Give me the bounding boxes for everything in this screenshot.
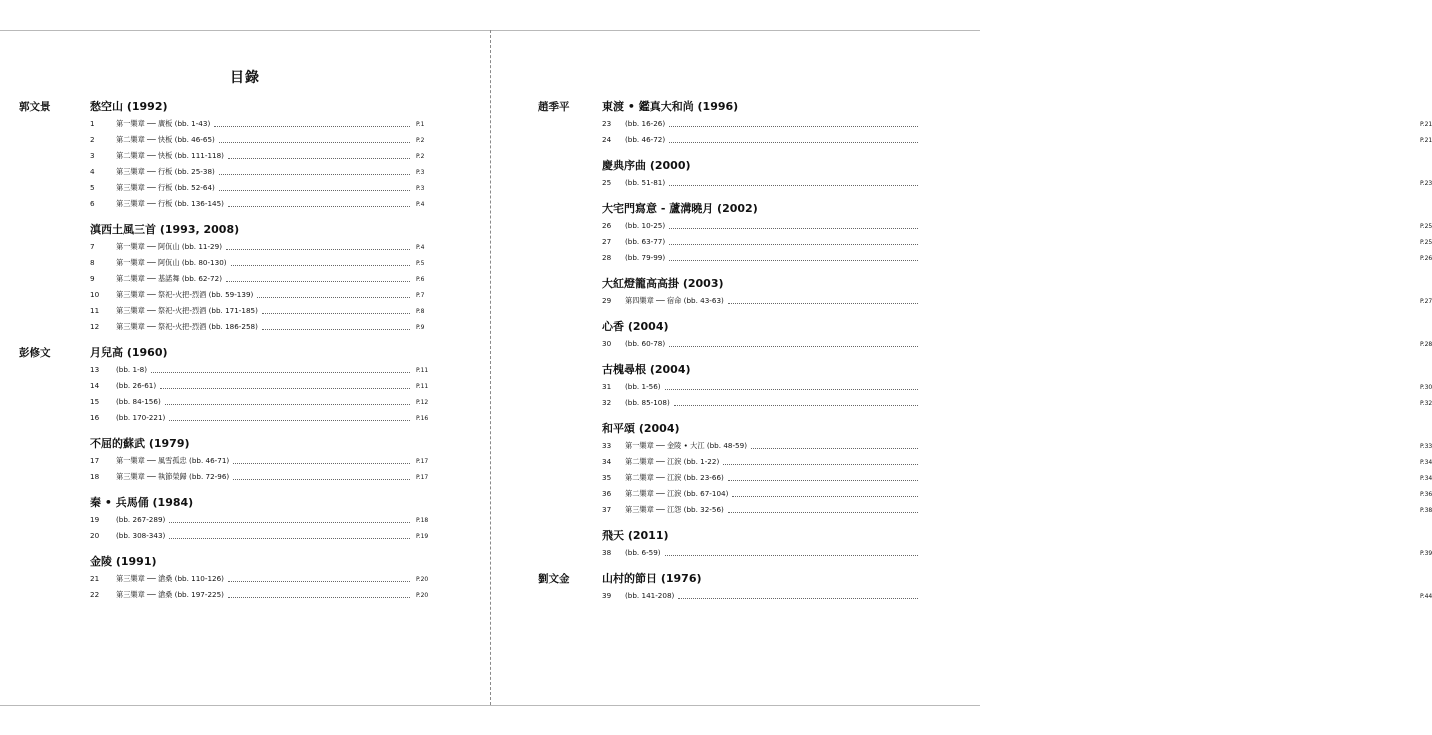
entry-number: 19	[90, 515, 100, 524]
toc-entry[interactable]	[0, 319, 490, 335]
entry-number: 22	[90, 590, 100, 599]
toc-entry[interactable]	[0, 271, 490, 287]
entry-page-number[interactable]: P.5	[416, 260, 425, 267]
entry-label: 第一樂章 ── 阿佤山 (bb. 80-130)	[116, 258, 227, 267]
entry-label: 第三樂章 ── 江怨 (bb. 32-56)	[625, 505, 724, 514]
entry-page-number[interactable]: P.30	[1420, 384, 1432, 391]
entry-number: 15	[90, 397, 100, 406]
dot-leader	[669, 260, 918, 261]
toc-entry[interactable]	[0, 410, 490, 426]
entry-page-number[interactable]: P.8	[416, 308, 425, 315]
right-page-column	[490, 99, 1432, 614]
entry-page-number[interactable]: P.34	[1420, 475, 1432, 482]
work-title: 不屈的蘇武 (1979)	[90, 437, 190, 450]
entry-number: 25	[602, 178, 612, 187]
entry-number: 34	[602, 457, 612, 466]
entry-page-number[interactable]: P.17	[416, 458, 429, 465]
entry-page-number[interactable]: P.28	[1420, 341, 1432, 348]
entry-label: (bb. 60-78)	[625, 339, 666, 348]
dot-leader	[665, 555, 918, 556]
entry-label: (bb. 51-81)	[625, 178, 666, 187]
toc-entry[interactable]	[0, 587, 490, 603]
entry-page-number[interactable]: P.21	[1420, 121, 1432, 128]
composer-name: 郭文景	[19, 101, 51, 113]
entry-page-number[interactable]: P.34	[1420, 459, 1432, 466]
entry-label: (bb. 79-99)	[625, 253, 666, 262]
work-section	[490, 319, 1432, 352]
entry-label: 第三樂章 ── 執節榮歸 (bb. 72-96)	[116, 472, 230, 481]
entry-number: 36	[602, 489, 612, 498]
entry-page-number[interactable]: P.32	[1420, 400, 1432, 407]
toc-entry[interactable]	[0, 180, 490, 196]
toc-entry[interactable]	[0, 453, 490, 469]
entry-label: 第一樂章 ── 阿佤山 (bb. 11-29)	[116, 242, 223, 251]
dot-leader	[751, 448, 918, 449]
entry-number: 4	[90, 167, 95, 176]
toc-entry[interactable]	[0, 378, 490, 394]
entry-label: (bb. 267-289)	[116, 515, 166, 524]
dot-leader	[669, 244, 918, 245]
composer-section	[490, 571, 1432, 604]
work-title: 東渡 • 鑑真大和尚 (1996)	[602, 100, 739, 113]
toc-entry[interactable]	[490, 250, 1432, 266]
entry-label: 第二樂章 ── 快板 (bb. 46-65)	[116, 135, 215, 144]
toc-entry[interactable]	[0, 196, 490, 212]
work-section	[0, 99, 490, 212]
entry-page-number[interactable]: P.33	[1420, 443, 1432, 450]
entry-label: (bb. 85-108)	[625, 398, 670, 407]
entry-number: 31	[602, 382, 612, 391]
work-section	[490, 528, 1432, 561]
dot-leader	[169, 538, 410, 539]
entry-label: 第三樂章 ── 祭祀-火把-烈酒 (bb. 171-185)	[116, 306, 258, 315]
dot-leader	[219, 174, 410, 175]
entry-label: (bb. 26-61)	[116, 381, 157, 390]
entry-number: 14	[90, 381, 100, 390]
dot-leader	[674, 405, 918, 406]
toc-entry[interactable]	[490, 502, 1432, 518]
entry-label: 第二樂章 ── 江淚 (bb. 23-66)	[625, 473, 724, 482]
dot-leader	[262, 313, 410, 314]
entry-number: 35	[602, 473, 612, 482]
entry-number: 37	[602, 505, 612, 514]
entry-number: 16	[90, 413, 100, 422]
entry-page-number[interactable]: P.44	[1420, 593, 1432, 600]
dot-leader	[228, 581, 410, 582]
work-section	[490, 362, 1432, 411]
entry-number: 32	[602, 398, 612, 407]
entry-page-number[interactable]: P.25	[1420, 223, 1432, 230]
toc-entry[interactable]	[0, 164, 490, 180]
entry-page-number[interactable]: P.3	[416, 185, 425, 192]
entry-page-number[interactable]: P.27	[1420, 298, 1432, 305]
entry-label: 第二樂章 ── 江淚 (bb. 67-104)	[625, 489, 729, 498]
entry-label: 第三樂章 ── 祭祀-火把-烈酒 (bb. 186-258)	[116, 322, 258, 331]
dot-leader	[228, 597, 410, 598]
entry-page-number[interactable]: P.3	[416, 169, 425, 176]
toc-entry[interactable]	[490, 454, 1432, 470]
entry-label: (bb. 1-56)	[625, 382, 661, 391]
toc-entry[interactable]	[0, 512, 490, 528]
work-title: 大紅燈籠高高掛 (2003)	[602, 277, 724, 290]
work-section	[0, 345, 490, 426]
entry-label: 第一樂章 ── 金陵 • 大江 (bb. 48-59)	[625, 441, 748, 450]
entry-label: (bb. 63-77)	[625, 237, 666, 246]
work-title: 愁空山 (1992)	[90, 100, 168, 113]
work-section	[490, 158, 1432, 191]
dot-leader	[219, 190, 410, 191]
entry-number: 7	[90, 242, 95, 251]
entry-number: 11	[90, 306, 100, 315]
dot-leader	[669, 126, 918, 127]
toc-entry[interactable]	[490, 234, 1432, 250]
dot-leader	[226, 281, 410, 282]
entry-number: 12	[90, 322, 100, 331]
composer-name: 劉文金	[538, 573, 570, 585]
dot-leader	[678, 598, 918, 599]
dot-leader	[160, 388, 410, 389]
dot-leader	[728, 512, 918, 513]
entry-label: 第一樂章 ── 廣板 (bb. 1-43)	[116, 119, 211, 128]
toc-entry[interactable]	[490, 175, 1432, 191]
work-section	[0, 222, 490, 335]
entry-label: (bb. 16-26)	[625, 119, 666, 128]
toc-entry[interactable]	[490, 379, 1432, 395]
entry-number: 24	[602, 135, 612, 144]
work-section	[490, 201, 1432, 266]
toc-entry[interactable]	[0, 469, 490, 485]
entry-page-number[interactable]: P.4	[416, 201, 425, 208]
composer-section	[0, 99, 490, 335]
entry-page-number[interactable]: P.39	[1420, 550, 1432, 557]
dot-leader	[169, 420, 410, 421]
toc-entry[interactable]	[0, 303, 490, 319]
entry-number: 29	[602, 296, 612, 305]
work-section	[0, 495, 490, 544]
work-title: 飛天 (2011)	[602, 529, 669, 542]
entry-number: 38	[602, 548, 612, 557]
dot-leader	[723, 464, 918, 465]
toc-entry[interactable]	[490, 293, 1432, 309]
dot-leader	[228, 158, 410, 159]
work-section	[0, 436, 490, 485]
toc-entry[interactable]	[0, 255, 490, 271]
page-title: 目錄	[230, 70, 260, 86]
dot-leader	[219, 142, 410, 143]
work-section	[490, 276, 1432, 309]
dot-leader	[262, 329, 410, 330]
entry-page-number[interactable]: P.36	[1420, 491, 1432, 498]
toc-entry[interactable]	[0, 528, 490, 544]
entry-label: 第一樂章 ── 風雪孤忠 (bb. 46-71)	[116, 456, 230, 465]
entry-label: 第三樂章 ── 滄桑 (bb. 110-126)	[116, 574, 224, 583]
dot-leader	[233, 479, 410, 480]
entry-page-number[interactable]: P.38	[1420, 507, 1432, 514]
entry-number: 23	[602, 119, 612, 128]
entry-label: 第三樂章 ── 滄桑 (bb. 197-225)	[116, 590, 224, 599]
entry-number: 26	[602, 221, 612, 230]
entry-label: 第三樂章 ── 行板 (bb. 136-145)	[116, 199, 224, 208]
entry-page-number[interactable]: P.6	[416, 276, 425, 283]
entry-page-number[interactable]: P.4	[416, 244, 425, 251]
dot-leader	[257, 297, 410, 298]
entry-number: 3	[90, 151, 95, 160]
dot-leader	[169, 522, 410, 523]
entry-label: 第三樂章 ── 祭祀-火把-烈酒 (bb. 59-139)	[116, 290, 254, 299]
toc-entry[interactable]	[0, 571, 490, 587]
entry-page-number[interactable]: P.26	[1420, 255, 1432, 262]
entry-label: (bb. 141-208)	[625, 591, 675, 600]
composer-section	[490, 99, 1432, 561]
entry-number: 20	[90, 531, 100, 540]
entry-number: 5	[90, 183, 95, 192]
work-title: 和平頌 (2004)	[602, 422, 680, 435]
toc-entry[interactable]	[0, 116, 490, 132]
entry-page-number[interactable]: P.20	[416, 576, 429, 583]
toc-entry[interactable]	[0, 239, 490, 255]
composer-name: 趙季平	[538, 101, 570, 113]
entry-label: (bb. 10-25)	[625, 221, 666, 230]
dot-leader	[669, 185, 918, 186]
dot-leader	[669, 228, 918, 229]
entry-page-number[interactable]: P.18	[416, 517, 429, 524]
toc-entry[interactable]	[490, 336, 1432, 352]
toc-entry[interactable]	[490, 218, 1432, 234]
work-title: 大宅門寫意 - 蘆溝曉月 (2002)	[602, 202, 758, 215]
work-title: 滇西土風三首 (1993, 2008)	[90, 223, 240, 236]
entry-label: 第三樂章 ── 行板 (bb. 25-38)	[116, 167, 215, 176]
entry-label: 第三樂章 ── 行板 (bb. 52-64)	[116, 183, 215, 192]
toc-entry[interactable]	[490, 588, 1432, 604]
entry-label: 第二樂章 ── 基諾舞 (bb. 62-72)	[116, 274, 223, 283]
toc-entry[interactable]	[0, 148, 490, 164]
toc-entry[interactable]	[490, 470, 1432, 486]
entry-number: 6	[90, 199, 95, 208]
entry-number: 33	[602, 441, 612, 450]
entry-page-number[interactable]: P.11	[416, 367, 429, 374]
work-title: 心香 (2004)	[602, 320, 669, 333]
entry-page-number[interactable]: P.20	[416, 592, 429, 599]
work-title: 秦 • 兵馬俑 (1984)	[90, 496, 194, 509]
entry-page-number[interactable]: P.2	[416, 153, 425, 160]
dot-leader	[228, 206, 410, 207]
entry-label: (bb. 308-343)	[116, 531, 166, 540]
work-section	[0, 554, 490, 603]
toc-entry[interactable]	[0, 362, 490, 378]
entry-number: 21	[90, 574, 100, 583]
entry-label: (bb. 6-59)	[625, 548, 661, 557]
composer-name: 彭修文	[19, 347, 51, 359]
bottom-rule	[0, 705, 980, 706]
entry-label: 第二樂章 ── 江淚 (bb. 1-22)	[625, 457, 720, 466]
entry-label: 第二樂章 ── 快板 (bb. 111-118)	[116, 151, 224, 160]
toc-entry[interactable]	[490, 486, 1432, 502]
dot-leader	[728, 480, 918, 481]
entry-number: 30	[602, 339, 612, 348]
entry-number: 9	[90, 274, 95, 283]
toc-entry[interactable]	[0, 394, 490, 410]
work-title: 山村的節日 (1976)	[602, 572, 702, 585]
entry-number: 18	[90, 472, 100, 481]
entry-number: 27	[602, 237, 612, 246]
work-section	[490, 421, 1432, 518]
entry-page-number[interactable]: P.17	[416, 474, 429, 481]
toc-entry[interactable]	[490, 438, 1432, 454]
entry-number: 10	[90, 290, 100, 299]
entry-number: 39	[602, 591, 612, 600]
toc-entry[interactable]	[0, 132, 490, 148]
dot-leader	[665, 389, 918, 390]
work-title: 慶典序曲 (2000)	[602, 159, 691, 172]
entry-page-number[interactable]: P.1	[416, 121, 425, 128]
left-page-column	[0, 99, 490, 613]
entry-label: (bb. 1-8)	[116, 365, 148, 374]
toc-entry[interactable]	[490, 395, 1432, 411]
toc-entry[interactable]	[0, 287, 490, 303]
composer-section	[0, 345, 490, 603]
entry-page-number[interactable]: P.11	[416, 383, 429, 390]
dot-leader	[732, 496, 918, 497]
entry-number: 28	[602, 253, 612, 262]
toc-entry[interactable]	[490, 116, 1432, 132]
dot-leader	[165, 404, 410, 405]
entry-label: (bb. 84-156)	[116, 397, 161, 406]
entry-label: (bb. 170-221)	[116, 413, 166, 422]
entry-page-number[interactable]: P.12	[416, 399, 429, 406]
entry-page-number[interactable]: P.19	[416, 533, 429, 540]
dot-leader	[214, 126, 410, 127]
dot-leader	[669, 142, 918, 143]
work-title: 月兒高 (1960)	[90, 346, 168, 359]
entry-label: (bb. 46-72)	[625, 135, 666, 144]
entry-page-number[interactable]: P.16	[416, 415, 429, 422]
entry-number: 8	[90, 258, 95, 267]
entry-page-number[interactable]: P.23	[1420, 180, 1432, 187]
toc-entry[interactable]	[490, 132, 1432, 148]
work-title: 金陵 (1991)	[90, 555, 157, 568]
dot-leader	[151, 372, 410, 373]
entry-label: 第四樂章 ── 宿命 (bb. 43-63)	[625, 296, 724, 305]
dot-leader	[226, 249, 410, 250]
dot-leader	[669, 346, 918, 347]
entry-number: 1	[90, 119, 95, 128]
entry-number: 2	[90, 135, 95, 144]
entry-page-number[interactable]: P.7	[416, 292, 425, 299]
toc-entry[interactable]	[490, 545, 1432, 561]
dot-leader	[231, 265, 410, 266]
entry-page-number[interactable]: P.9	[416, 324, 425, 331]
entry-page-number[interactable]: P.21	[1420, 137, 1432, 144]
dot-leader	[233, 463, 410, 464]
entry-number: 13	[90, 365, 100, 374]
entry-page-number[interactable]: P.2	[416, 137, 425, 144]
dot-leader	[728, 303, 918, 304]
work-title: 古槐尋根 (2004)	[602, 363, 691, 376]
entry-page-number[interactable]: P.25	[1420, 239, 1432, 246]
entry-number: 17	[90, 456, 100, 465]
